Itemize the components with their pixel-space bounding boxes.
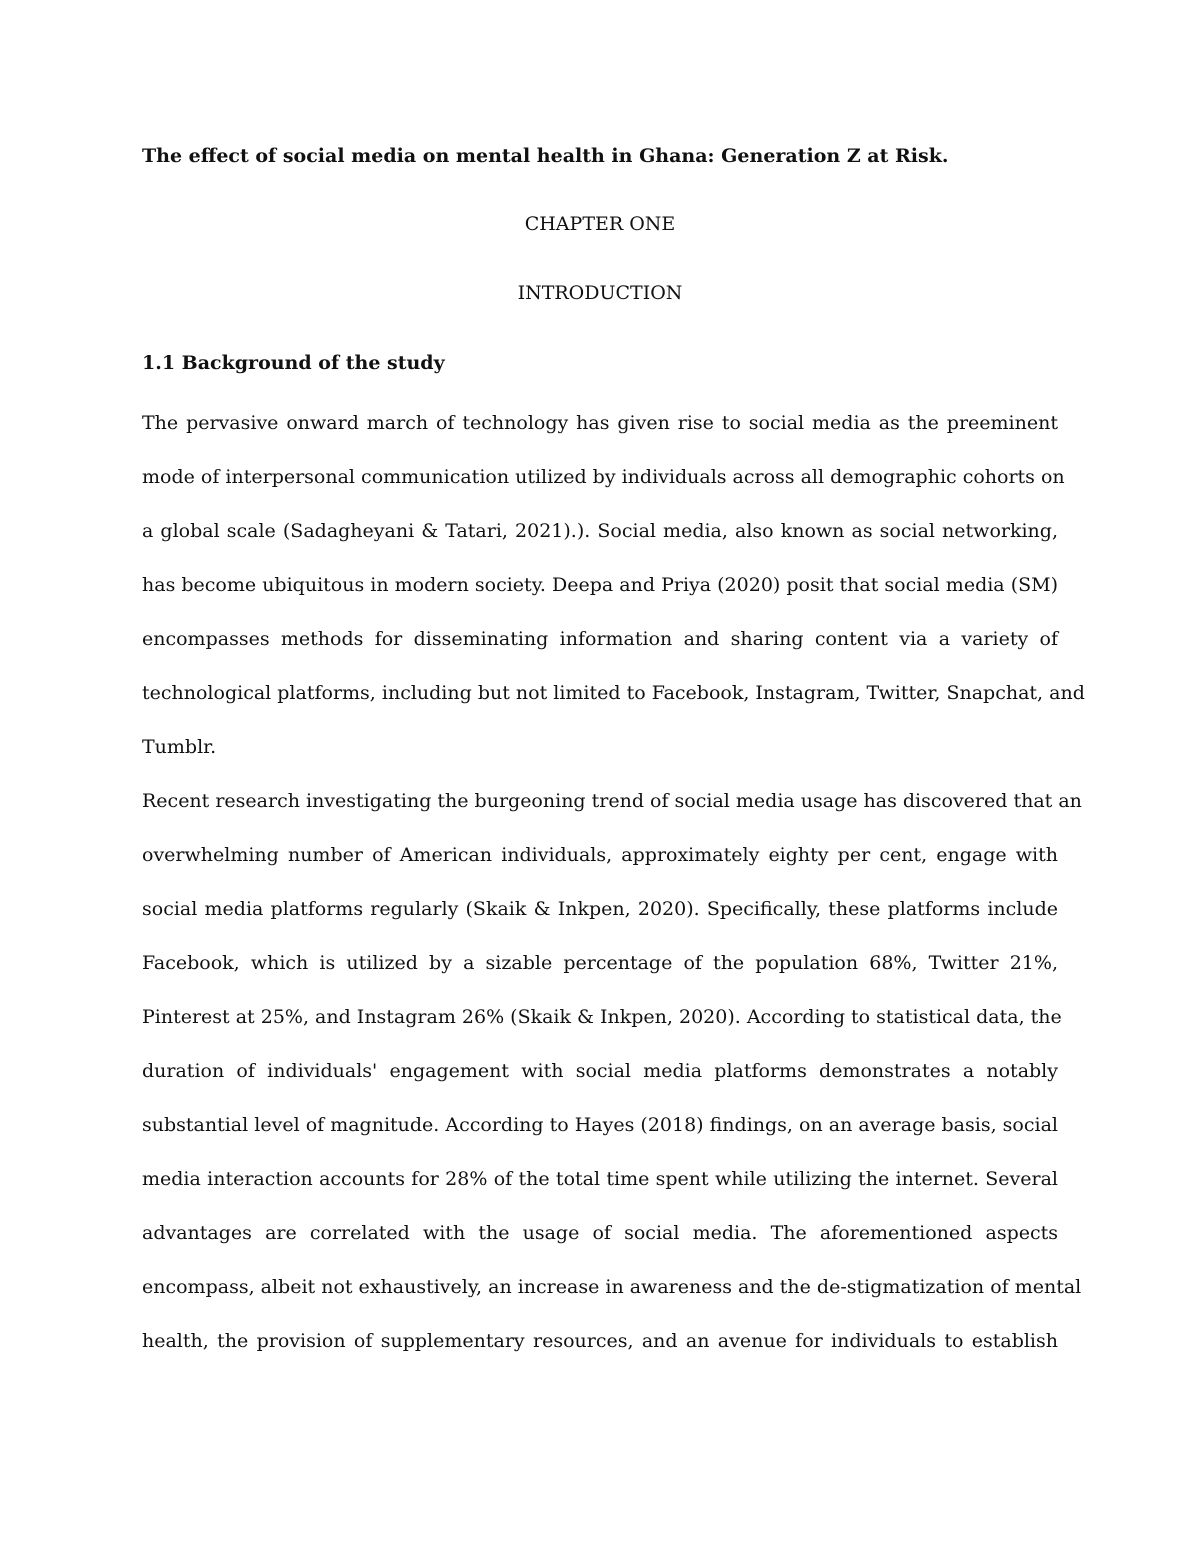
paragraph-line: health, the provision of supplementary resources, and an avenue for individuals to establish [142,1330,1058,1352]
paragraph-line: encompasses methods for disseminating information and sharing content via a variety of [142,628,1058,650]
paragraph-1 [142,396,1085,774]
paragraph-line: Tumblr. [142,736,217,758]
paragraph-line: a global scale (Sadagheyani & Tatari, 2021).). Social media, also known as social networking, [142,520,1058,542]
document-body [142,138,1085,1368]
paragraph-line: social media platforms regularly (Skaik & Inkpen, 2020). Specifically, these platforms include [142,898,1058,920]
paragraph-line: advantages are correlated with the usage of social media. The aforementioned aspects [142,1222,1058,1244]
section-heading: 1.1 Background of the study [142,352,445,374]
paragraph-line: Recent research investigating the burgeoning trend of social media usage has discovered that an [142,790,1082,812]
paragraph-line: media interaction accounts for 28% of the total time spent while utilizing the internet. Several [142,1168,1058,1190]
paragraph-line: has become ubiquitous in modern society. Deepa and Priya (2020) posit that social media (SM) [142,574,1058,596]
paragraph-line: Pinterest at 25%, and Instagram 26% (Skaik & Inkpen, 2020). According to statistical data, the [142,1006,1062,1028]
paragraph-line: encompass, albeit not exhaustively, an increase in awareness and the de-stigmatization of mental [142,1276,1082,1298]
chapter-label: CHAPTER ONE [524,213,676,235]
chapter-title: INTRODUCTION [517,282,683,304]
document-title: The effect of social media on mental health in Ghana: Generation Z at Risk. [142,145,949,167]
paragraph-line: The pervasive onward march of technology has given rise to social media as the preeminent [142,412,1058,434]
paragraph-line: Facebook, which is utilized by a sizable percentage of the population 68%, Twitter 21%, [142,952,1058,974]
paragraph-line: mode of interpersonal communication utilized by individuals across all demographic cohorts on [142,466,1065,488]
paragraph-line: duration of individuals' engagement with social media platforms demonstrates a notably [142,1060,1058,1082]
paragraph-line: overwhelming number of American individuals, approximately eighty per cent, engage with [142,844,1058,866]
paragraph-line: technological platforms, including but not limited to Facebook, Instagram, Twitter, Snapchat, and [142,682,1085,704]
paragraph-2 [142,774,1082,1368]
paragraph-line: substantial level of magnitude. According to Hayes (2018) findings, on an average basis, social [142,1114,1058,1136]
